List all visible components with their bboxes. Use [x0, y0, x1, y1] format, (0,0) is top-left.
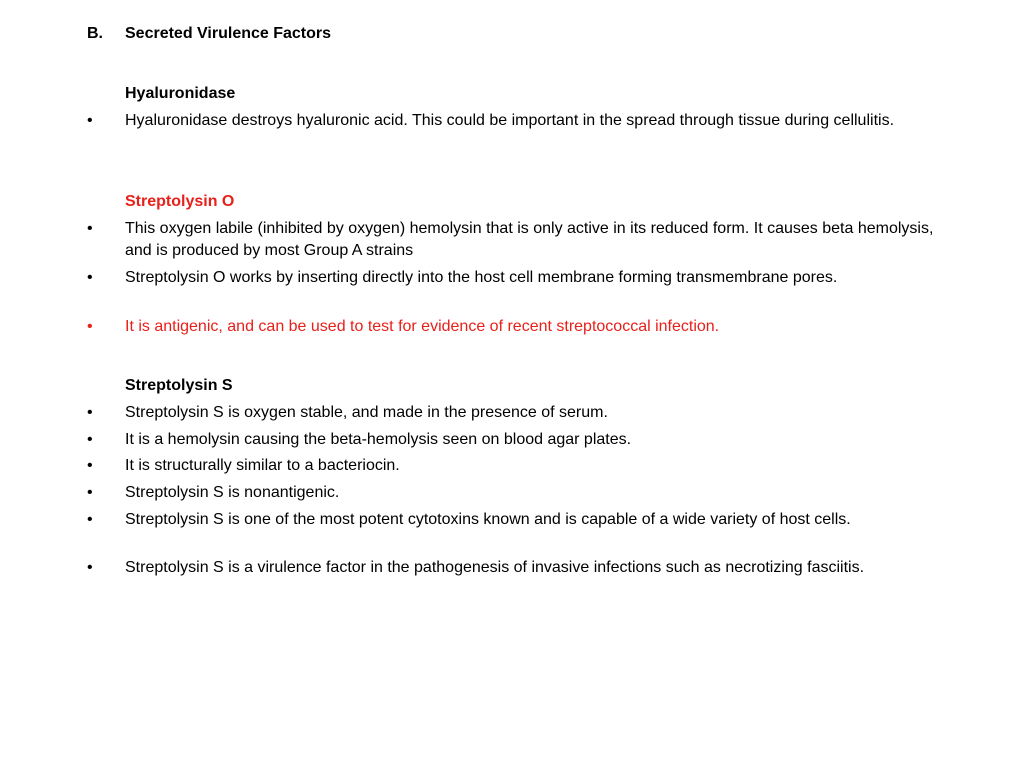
bullet-item: [87, 402, 937, 424]
bullet-item: [87, 482, 937, 504]
bullet-text: It is structurally similar to a bacteriocin.: [125, 457, 400, 474]
bullet-item: [87, 218, 937, 262]
bullet-text: Streptolysin S is oxygen stable, and made in the presence of serum.: [125, 404, 608, 421]
subheading-streptolysin-o: Streptolysin O: [125, 193, 235, 210]
bullet-text: It is a hemolysin causing the beta-hemolysis seen on blood agar plates.: [125, 431, 632, 448]
section-heading: [87, 23, 331, 45]
bullet-text: Streptolysin S is nonantigenic.: [125, 484, 340, 501]
bullet-marker: •: [87, 431, 93, 448]
bullet-marker: •: [87, 112, 93, 129]
bullet-marker: •: [87, 484, 93, 501]
bullet-text: Streptolysin S is a virulence factor in the pathogenesis of invasive infections such as necrotizing fasciitis.: [125, 559, 865, 576]
bullet-marker: •: [87, 269, 93, 286]
bullet-text: This oxygen labile (inhibited by oxygen) hemolysin that is only active in its reduced form. It causes beta hemolysis, and is produced by most Group A strains: [125, 220, 934, 259]
bullet-text: Hyaluronidase destroys hyaluronic acid. This could be important in the spread through tissue during cellulitis.: [125, 112, 895, 129]
bullet-marker: •: [87, 220, 93, 237]
bullet-text: Streptolysin S is one of the most potent cytotoxins known and is capable of a wide variety of host cells.: [125, 511, 851, 528]
bullet-item-highlighted: [87, 316, 937, 338]
subheading-hyaluronidase: Hyaluronidase: [125, 85, 236, 102]
bullet-item: [87, 429, 937, 451]
section-letter: B.: [87, 25, 103, 42]
section-title: Secreted Virulence Factors: [125, 25, 332, 42]
bullet-item: [87, 509, 937, 531]
bullet-item: [87, 267, 937, 289]
bullet-marker: •: [87, 457, 93, 474]
bullet-marker: •: [87, 511, 93, 528]
bullet-marker: •: [87, 404, 93, 421]
bullet-item: [87, 110, 937, 132]
bullet-text: It is antigenic, and can be used to test for evidence of recent streptococcal infection.: [125, 318, 720, 335]
bullet-item: [87, 557, 937, 579]
bullet-marker: •: [87, 318, 93, 335]
bullet-item: [87, 455, 937, 477]
bullet-marker: •: [87, 559, 93, 576]
subheading-streptolysin-s: Streptolysin S: [125, 377, 233, 394]
bullet-text: Streptolysin O works by inserting directly into the host cell membrane forming transmembrane pores.: [125, 269, 838, 286]
